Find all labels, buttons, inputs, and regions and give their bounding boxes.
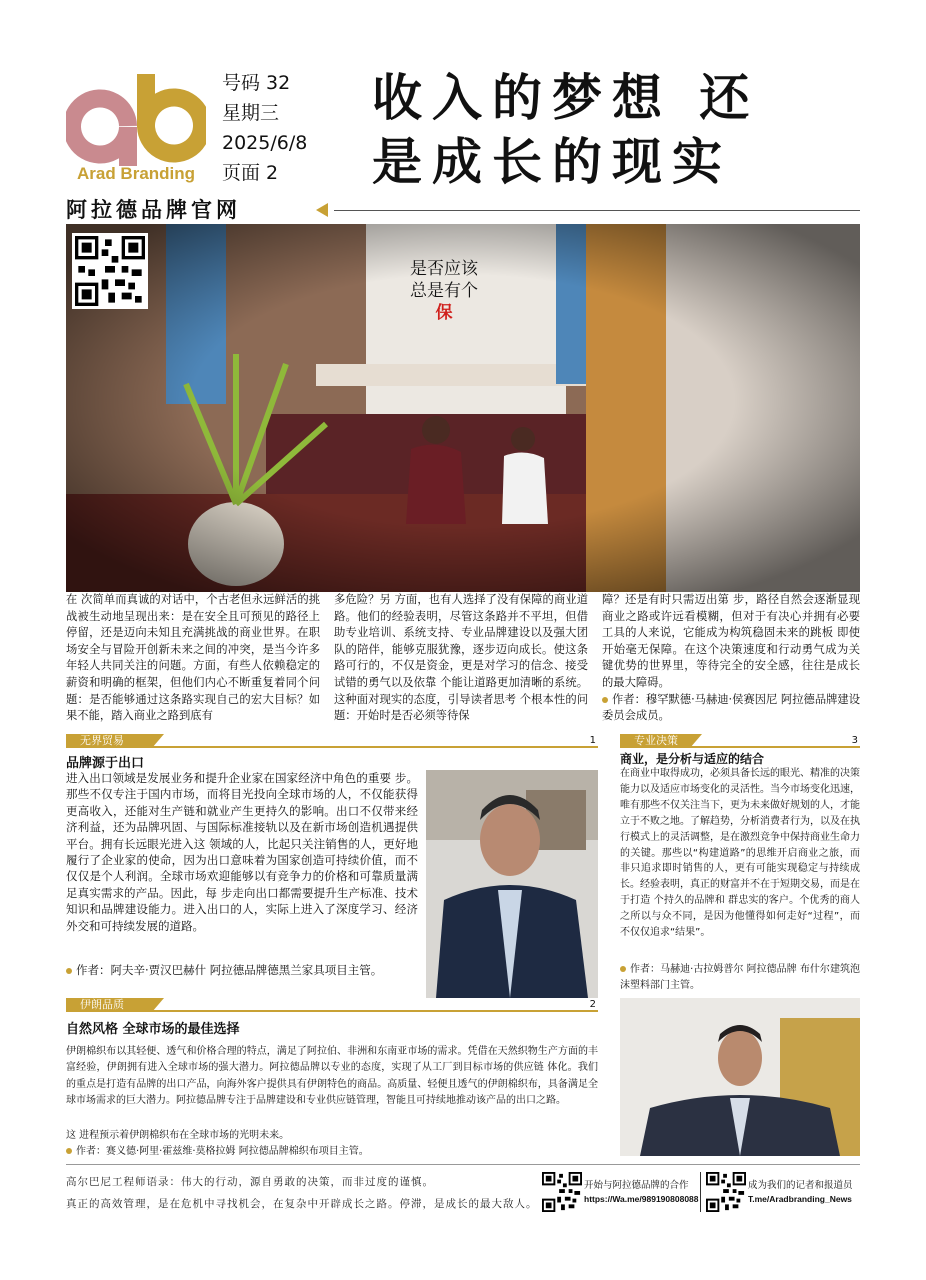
section-3-number: 3 [851,735,858,746]
section-2-body-end: 这 进程预示着伊朗棉织布在全球市场的光明未来。 [66,1130,290,1141]
issue-meta [222,68,307,188]
section-3-author: 作者：马赫迪·古拉姆普尔 阿拉德品牌 布什尔建筑泡沫塑料部门主管。 [620,964,860,991]
section-2-author-line [66,1144,598,1160]
footer-link-1[interactable]: https://Wa.me/989190808088 [584,1194,699,1204]
header-divider [334,210,860,211]
overlay-line-1: 是否应该 [410,259,478,279]
section-1-body: 进入出口领域是发展业务和提升企业家在国家经济中角色的重要 步。那些不仅专注于国内市场，而将目光投向全球市场的人，不仅能获得更高收入，还能对生产链和就业产生更持久的影响。出口不仅带来经济利益，还为品牌巩固、与国际标准接轨以及在新市场创造机遇提供平台。拥有长远眼光进入这 领域的人，比起只关注销售的人，更好地履行了企业家的使命，因为出口意味着为国家创造可持续价值，而不仅仅是个人利润。全球市场欢迎能够以有竞争力的价格和可靠质量满足真实需求的产品。因此，每 步走向出口都需要提升生产标准、技术知识和品牌建设能力。进入出口的人，实际上进入了深度学习、经济外交和可持续发展的道路。 [66,771,418,933]
section-2-tab: 伊朗品质 [66,998,152,1012]
overlay-line-2: 总是有个 [410,281,478,301]
issue-weekday: 星期三 [222,102,280,124]
footer-quote-1: 高尔巴尼工程师语录：伟大的行动，源自勇敢的决策，而非过度的谨慎。 [66,1176,434,1188]
section-1-title: 品牌源于出口 [66,756,145,771]
issue-number: 号码 32 [222,72,291,94]
section-1-tab-corner [152,734,164,748]
headline-line-2: 是成长的现实 [372,133,732,191]
footer-separator [700,1172,701,1212]
footer-divider [66,1164,860,1165]
section-1-bar [66,734,598,748]
section-1-number: 1 [589,735,596,746]
bullet-icon [66,968,72,974]
page-number: 页面 2 [222,162,279,184]
intro-column-3-text: 障？还是有时只需迈出第 步，路径自然会逐渐显现 商业之路或许远看模糊，但对于有决心并拥有必要工具的人来说，它能成为构筑稳固未来的跳板 即使 开始毫无保障。在这个决策速度和行动勇气成为关键优势的世界里，等待完全的安全感，往往是成长的最大障碍。 [602,593,860,689]
headline-line-1: 收入的梦想 还 [372,69,760,127]
section-2-body: 伊朗棉织布以其轻便、透气和价格合理的特点，满足了阿拉伯、非洲和东南亚市场的需求。凭借在天然织物生产方面的丰富经验，伊朗拥有进入全球市场的强大潜力。阿拉德品牌以专业的态度，实现了从工厂到目标市场的供应链 体化。我们的重点是打造有品牌的出口产品，向海外客户提供具有伊朗特色的商品。高质量、轻便且透气的伊朗棉织布，具备满足全球市场需求的巨大潜力。阿拉德品牌专注于品牌建设和专业供应链管理，智能且可持续地推动该产品的出口之路。 [66,1046,598,1107]
section-2-author: 作者：赛义德·阿里·霍兹维·莫格拉姆 阿拉德品牌棉织布项目主管。 [76,1146,369,1157]
bullet-icon [620,966,626,972]
intro-column-1: 在 次简单而真诚的对话中，个古老但永远鲜活的挑战被生动地呈现出来：是在安全且可预见的路径上停留，还是迈向未知且充满挑战的商业世界。在职场安全与冒险开创新未来之间的冲突，是当今许多年轻人共同关注的问题。方面，有些人依赖稳定的薪资和明确的框架，但他们内心不断重复着同个问题：是否能够通过这条路实现自己的宏大目标？如果不能，踏入商业之路到底有 [66,593,320,723]
bullet-icon [602,697,608,703]
section-3-title: 商业，是分析与适应的结合 [620,752,765,766]
section-1-tab: 无界贸易 [66,734,152,748]
issue-date: 2025/6/8 [222,132,308,154]
intro-author: 作者：穆罕默德·马赫迪·侯赛因尼 阿拉德品牌建设委员会成员。 [602,692,861,723]
whatsapp-qr-icon[interactable] [542,1172,582,1212]
section-3-tab: 专业决策 [620,734,690,748]
section-1-author: 作者：阿夫辛·贾汉巴赫什 阿拉德品牌德黑兰家具项目主管。 [76,963,383,977]
author-photo-3 [620,998,860,1156]
bullet-icon [66,1148,72,1154]
section-2-bar [66,998,598,1012]
section-2-title: 自然风格 全球市场的最佳选择 [66,1022,240,1037]
footer-quote-2: 真正的高效管理，是在危机中寻找机会，在复杂中开辟成长之路。停滞，是成长的最大敌人。 [66,1198,538,1210]
section-1-author-line [66,962,418,978]
intro-column-3 [602,592,860,725]
section-3-body: 在商业中取得成功，必须具备长远的眼光、精准的决策能力以及适应市场变化的灵活性。当今市场变化迅速，唯有那些不仅关注当下，更为未来做好规划的人，才能立于不败之地。了解趋势，分析消费者行为，以及在执行模式上的灵活调整，是在激烈竞争中保持商业生命力的关键。那些以“构建道路”的思维开启商业之旅，而非只追求即时销售的人，更有可能实现稳定与持续成长。经验表明，真正的财富并不在于短期交易，而是在于打造 个持久的品牌和 群忠实的客户。个优秀的商人之所以与众不同，是因为他懂得如何走好“过程”，而不仅仅追求“结果”。 [620,768,860,939]
section-3-author-line [620,962,860,994]
footer-cta-1: 开始与阿拉德品牌的合作 [584,1180,689,1191]
footer-link-2[interactable]: T.me/Aradbranding_News [748,1194,852,1204]
page-headline [372,66,872,194]
telegram-qr-icon[interactable] [706,1172,746,1212]
section-2-tab-corner [152,998,164,1012]
brand-name: Arad Branding [76,164,196,183]
section-3-bar [620,734,860,748]
hero-overlay-question [384,258,504,324]
footer-cta-2: 成为我们的记者和报道员 [748,1180,853,1191]
intro-column-2: 多危险？另 方面，也有人选择了没有保障的商业道路。他们的经验表明，尽管这条路并不平坦，但借助专业培训、系统支持、专业品牌建设以及强大团队的陪伴，能够克服犹豫，逐步迈向成长。使这条路可行的，不仅是资金，更是对学习的信念、接受试错的勇气以及依靠 个能让道路更加清晰的系统。这种面对现实的态度，引导读者思考 个根本性的问题：开始时是否必须等待保 [334,593,588,723]
overlay-highlight: 保 [435,303,453,323]
author-photo-1 [426,770,598,998]
section-2-number: 2 [589,999,596,1010]
section-3-tab-corner [690,734,702,748]
site-arrow-icon [316,203,328,217]
site-name: 阿拉德品牌官网 [66,198,241,222]
qr-code-icon[interactable] [72,233,148,309]
